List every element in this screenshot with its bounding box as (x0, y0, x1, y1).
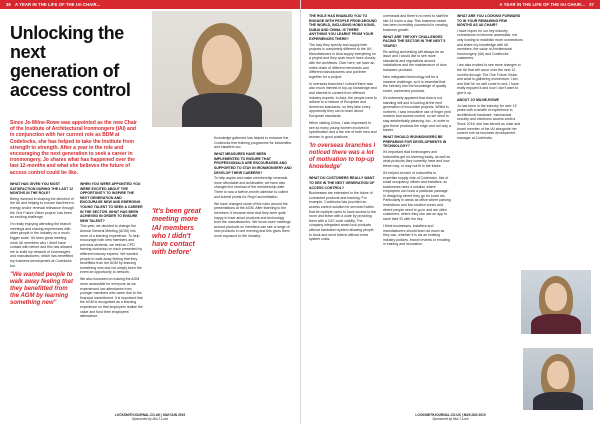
body-paragraph: In overseas branches I noticed there was also much interest in top-up knowledge and real interest in content from different industry experts. In Asia, the people have to adhere to a mixture of European and American standards, so they take every opportunity they can to learn about European standards. (309, 81, 377, 118)
page-number: 36 (6, 2, 11, 7)
footer-issue: LOCKSMITHJOURNAL.CO.UK | MAY/JUN 2019 (114, 412, 186, 417)
body-paragraph: It's extremely apparent that Asia is not standing still and is looking at the next generation of innovative projects. Whilst in northern, I saw innovative use of finger print readers and access control, so we need to stay aesthetically pleasing, too - in order to give these products the edge and not only a barrier. (383, 96, 451, 133)
body-paragraph: I am also excited to see more changes in the IAI that will occur over the next 12 months through The One Future Vision and what is gathering momentum. I am and that I'm on well come to end, I have really enjoyed it and now I don't want to give it up. (457, 63, 521, 95)
left-column-3 (214, 136, 292, 241)
section-label: A YEAR IN THE LIFE OF THE IAI CHAIR... (14, 2, 101, 7)
question-heading: THE ROLE HAS ENABLED YOU TO ENGAGE WITH PEOPLE FROM AROUND THE WORLD, INCLUDING HONG KONG, DUBAI AND CHINA. IS THERE ANYTHING YOU LEARNT FROM YOUR EXPERIENCES THERE? (309, 14, 377, 41)
left-column-1 (10, 182, 74, 312)
question-heading: WHEN YOU WERE APPOINTED YOU WERE EXCITED ABOUT THE OPPORTUNITY TO INSPIRE THE NEXT GENERATION AND ENCOURAGE NEW AND EMERGING YOUNG TALENT TO SEEK A CAREER IN THE SECTOR. WHAT HAS BEEN ACHIEVED IN ORDER TO ENSURE NEW TALENT? (80, 182, 143, 223)
pull-quote-large: 'It's been great meeting more IAI members who I didn't have contact with before' (152, 208, 201, 257)
body-paragraph: We have changed some of the rules around the presentations at the AGM. After listening to the members, it became clear that they were quite happy to hear about products and technology from the manufacturers. We focus more meetings around products so members can see a range of new products in one evening and this gives them more exposure to the industry. (214, 201, 291, 238)
footer-issue: LOCKSMITHJOURNAL.CO.UK | MAY/JUN 2019 (415, 412, 486, 417)
right-column-3 (457, 14, 593, 143)
body-paragraph: To help aspire and make membership renewals more affordable and achievable, we have also changed the renewal of the membership date. There is now a twelve-month calendar to collect and submit points for Reg'd accreditation. (214, 176, 288, 199)
right-column-2 (383, 14, 451, 249)
article-standfirst: Since Jo Milne-Rowe was appointed as the new Chair of the Institute of Architectural Ironmongers (IAI) and in conjunction with her current role as BDM at Codelocks, she has helped to take the Institute from strength to strength. After a year in the role and encouraging the next generation to seek a career in ironmongery, Jo shares what has happened over the last 12-months and what she believes the future of access control could be like. (10, 120, 137, 176)
question-heading: WHAT ARE THE KEY CHALLENGES FACING THE SECTOR IN THE NEXT 5 YEARS? (383, 34, 446, 49)
body-paragraph: It's helpful at each of locksmiths to expertise supply side of Codelocks, lots of small occupancy offices and installers, so businesses need a solution where employees can book a particular passage. In designing where they go for lunch etc. Particularly in areas as office where parking restrictions and low-rotation zones and where people need to go in and are often customers, where they can use an app to store their ID with the key. (383, 170, 451, 221)
left-page-header (0, 0, 300, 9)
left-page-footer (0, 413, 300, 421)
question-heading: WHAT SHOULD IRONMONGERS BE PREPARING FOR DEVELOPMENTS IN TECHNOLOGY? (383, 135, 447, 149)
body-paragraph: We also focussed on making the AGM more accessible for everyone as we experienced low attendance from younger members who came due to the financial commitment. It is important that the AGM is recognised as a learning experience so that employers realise the value and fund their employees' attendance. (80, 277, 143, 319)
portrait-photo-small-1 (521, 270, 591, 334)
body-paragraph: When visiting China, I was impressed to see so many young women involved in specification and a fair mix of both men and women in good positions. (309, 121, 377, 139)
pull-quote: 'In overseas branches I noticed there was a lot of motivation to top-up knowledge' (309, 143, 376, 171)
pull-quote: "We wanted people to walk away feeling that they benefitted from the AGM by learning something new" (10, 272, 74, 307)
section-label: A YEAR IN THE LIFE OF THE IAI CHAIR... (499, 2, 585, 7)
portrait-photo (152, 11, 292, 127)
body-paragraph: Jo has been in the industry for over 15 years with a wealth of experience in architectural hardware, mechanical security and electronic access control. Since 2016, she has served as chair and board member of the IAI alongside her current role as business development manager at Codelocks. (457, 103, 521, 140)
body-paragraph: Re-writing and testing will always be an issue and I would like to see more standards and regulations around installations and the maintenance of door hardware products. (383, 49, 447, 73)
portrait-photo-small-2 (523, 348, 593, 410)
left-column-2 (80, 182, 144, 321)
footer-sponsor: Sponsored by Mul-T-Lock (432, 416, 469, 421)
question-heading: WHAT HAS GIVEN YOU MOST SATISFACTION DURING THE LAST 12 MONTHS IN THE ROLE? (10, 182, 74, 196)
body-paragraph: I think businesses, installers and manufacturers should learn as much as they can, whether it is via an existing industry policies, branch events or enrolling in training and innovation. (383, 223, 451, 247)
question-heading: WHAT ARE YOU LOOKING FORWARD TO IN YOUR REMAINING FEW MONTHS AS IAI CHAIR? (457, 14, 521, 28)
body-paragraph: I have hopes for our key industry connections to become accessible, not only looking to establish more connections and share my knowledge with IAI members, the value of Architectural Ironmongery (IAI) and Codelocks customers. (457, 28, 523, 61)
body-paragraph: It's important that ironmongers and locksmiths get on-learning today, as well as what products they currently have and how these may, or may not fit in the future. (383, 150, 451, 168)
body-paragraph: I'm really enjoying attending the branch meetings and sharing experiences with other people in the industry on a much bigger scale. It's been great meeting more IAI members who I didn't have contact with before and this has allowed me to build my network of ironmongers and manufacturers, which has benefitted my business development at Codelocks too. (10, 222, 74, 268)
footer-sponsor: Sponsored by Mul-T-Lock (131, 416, 169, 421)
right-page-header (301, 0, 600, 9)
body-paragraph: The way they specify and supply their projects is completely different to the UK. Manufacturers in Asia supply everything on a project and they work much more closely with the architects. Over here, we have an entire chain of different merchants and different manufacturers and put them together for a project. (309, 42, 376, 79)
article-title: Unlocking the next generation of access control (10, 23, 131, 100)
page-number: 37 (589, 2, 594, 7)
right-column-1 (309, 14, 377, 244)
body-paragraph: Businesses are interested in the future of connected products and tracking. For example, Codelocks has provided an access control solution for serviced hotels that let multiple users to have access to the room and leave with a code by providing them with a 24/7 code validity. The company integrated smart lock products without hardwired system allowing people to book and send tokens without extra system costs. (309, 191, 377, 242)
body-paragraph: Being involved in shaping the direction of the IAI and helping to ensure that there is energy and/or renewal relevance through the One Future Vision project, has been an exciting challenge. (10, 196, 75, 220)
body-paragraph: Knowledge gathered has helped to enhance the Codelocks free training programme for locksmiths and installers too. (214, 136, 292, 150)
right-page-footer (301, 413, 600, 421)
right-page (300, 0, 600, 424)
question-heading: ABOUT JO MILNE-ROWE (457, 98, 499, 103)
question-heading: WHAT DO CUSTOMERS REALLY WANT TO SEE IN THE NEXT GENERATION OF ACCESS CONTROL? (309, 176, 375, 190)
question-heading: WHAT MEASURES HAVE BEEN IMPLEMENTED TO ENSURE THAT PROFESSIONALS ARE ENCOURAGED AND SUPPORTED TO STAY IN IRONMONGERY AND DEVELOP THEIR CAREERS? (214, 152, 292, 175)
body-paragraph: This year, we decided to change the Annual General Meeting (AGM) into more of a learning experience. To help encourage both new members and previous students, we held an CPD training workshop on each presented by different industry experts. We wanted people to walk away feeling that they benefitted from the AGM by learning something new and not simply been the event an opportunity to network. (80, 224, 143, 275)
body-paragraph: overheads and there's no need to staff the site 24 hours a day. This business model has been incredibly successful in creating business growth. (383, 14, 449, 32)
body-paragraph: New integrated technology will be a massive challenge, so it is essential that the industry has the knowledge of quality smart, connected products. (383, 75, 447, 93)
